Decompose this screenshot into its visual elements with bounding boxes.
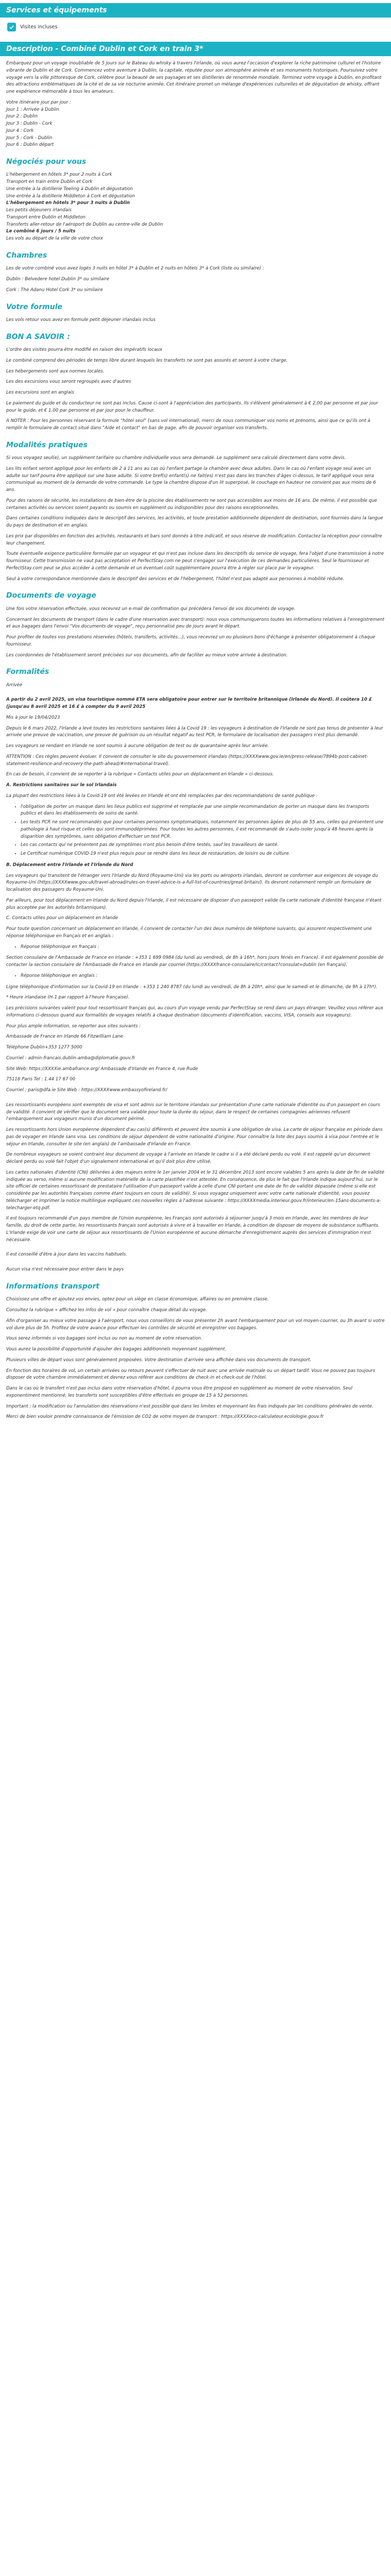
modalities-para: Toute éventuelle exigence particulière formulée par un voyageur et qui n'est pas incluse dans les descriptifs du service de voyage, fera l'objet d'une transmission à notre fournisseur. Cette transmission ne vaut pas acceptation et PerfectStay.com ne peut s'engager sur l'exécution de ces demandes particulières. Seul le fournisseur et PerfectStay.com peut se plus accéder à cette demande et un éventuel coût supplémentaire pourra être à régler sur place par le voyageur. <box>6 551 384 571</box>
itinerary-intro: Votre itinéraire jour par jour : <box>6 99 71 105</box>
nationality-para: De nombreux voyageurs se voient contraint leur document de voyage à l'arrivée en Irlande le cadre si il a été déclaré perdu ou volé. Il est rappelé qu'un document déclaré perdu ou volé fait l'objet d'un signalement international et qu'il doit plus être utilisé. <box>6 1152 370 1165</box>
section-c-para: Pour toute question concernant un déplacement en Irlande, il convient de contacter l'un des deux numéros de téléphone suivants, qui assurent respectivement une réponse téléphonique en français et en anglais : <box>6 926 372 939</box>
itinerary-day: Jour 4 : Cork <box>6 128 34 133</box>
section-a-bullet: • Les cas contacts qui ne présentent pas de symptômes n'ont plus besoin d'être testés, sauf les travailleurs de santé. <box>21 842 385 849</box>
negotiated-item: L'hébergement en hôtels 3* pour 2 nuits à Cork <box>6 172 112 178</box>
section-b-para: Les voyageurs qui transitent de l'étranger vers l'Irlande du Nord (Royaume-Uni) via les ports ou aéroports irlandais, devront se conformer aux exigences de voyage du Royaume-Uni (https://XXXXwww.gov.uk/travel-abroad/rules-on-travel-advice-is-a-full-list-of-countries/great-britain/). Ils devront notamment remplir un formulaire de localisation des passagers du Royaume-Uni. <box>6 873 378 893</box>
section-b-title: B. Déplacement entre l'Irlande et l'Irlande du Nord <box>6 862 134 868</box>
phone-en-label: • Réponse téléphonique en anglais : <box>21 973 385 980</box>
good-to-know-para: Les hébergements sont aux normes locales. <box>6 368 105 374</box>
page <box>0 3 391 1430</box>
itinerary-day: Jour 3 : Dublin - Cork <box>6 121 53 126</box>
good-to-know-para: Le combiné comprend des périodes de temps libre durant lesquels les transferts ne sont pas assurés et seront à votre charge. <box>6 358 288 363</box>
good-to-know-para: Les excursions sont en anglais <box>6 390 74 396</box>
transport-para: Consultez la rubrique « affichez les infos de vol » pour connaître chaque détail du voyage. <box>6 1308 207 1313</box>
transport-para: Dans le cas où le transfert n'est pas inclus dans votre réservation d'hôtel, il pourra vous être proposé en supplément au moment de votre réservation. Seul exponentiment mentionné, les transferts sont susceptibles d'être effectués en groupe de 15 à 52 personnes. <box>6 1386 353 1398</box>
description-content <box>0 56 391 1421</box>
section-a-bullet: • Le Certificat numérique COVID-19 n'est plus requis pour se rendre dans les lieux de restauration, de loisirs ou de culture. <box>21 851 385 858</box>
modalities-para: Seul à votre correspondance mentionnée dans le descriptif des services et de l'hébergement, l'hôtel n'est pas adapté aux personnes à mobilité réduite. <box>6 576 345 582</box>
negotiated-item: Une entrée à la distillerie Teeling à Dublin et dégustation <box>6 186 133 192</box>
transport-para: En fonction des horaires de vol, un certain arrivées ou retours peuvent s'effectuer de nuit avec une arrivée matinale ou un départ tardif. Vous ne pouvez pas toujours disposer de votre chambre immédiatement et devrez vous référer aux conditions de check-in et check-out de l'hôtel. <box>6 1368 376 1381</box>
embassy-line: Courriel : paris@dfa.ie Site Web : https://XXXXwww.embassyofireland.fr/ <box>6 1088 168 1093</box>
good-to-know-para: Les des excursions vous seront regroupés avec d'autres <box>6 379 131 385</box>
nationality-para: Les ressortissants hors Union européenne dépendent d'au cas(s) différents et peuvent être soumis à une obligation de visa. La carte de séjour française en période dans pas de voyager en Irlande sans visa. Les conditions de séjour dépendent de votre nationalité d'origine. Pour connaître la liste des pays soumis à visa pour l'entrée et le séjour en Irlande, consulter le site (en anglais) de l'ambassade d'Irlande en France. <box>6 1127 383 1147</box>
transport-heading: Informations transport <box>6 1282 100 1291</box>
embassy-line: Ambassade de France en Irlande 66 Fitzwilliam Lane <box>6 1034 123 1040</box>
good-to-know-para: L'ordre des visites pourra être modifié en raison des impératifs locaux <box>6 347 162 353</box>
formula-text: Les vols retour vous avez en formule petit déjeuner irlandais inclus <box>6 317 156 323</box>
negotiated-item: Transport en train entre Dublin et Cork <box>6 179 93 185</box>
rooms-hotel: Cork : The Adanu Hotel Cork 3* ou similaire <box>6 287 103 293</box>
good-to-know-para: Le paiement du guide et du conducteur ne sont pas inclus. Cause ci-sont à l'appréciation des participants. Ils s'élèvent généralement à € 2,00 par personne et par jour pour le guide, et € 1,00 par personne et par jour pour le chauffeur. <box>6 400 378 413</box>
good-to-know-heading: BON A SAVOIR : <box>6 332 70 341</box>
phone-fr-label: • Réponse téléphonique en français : <box>21 944 385 951</box>
travel-docs-para: Les coordonnées de l'établissement seront précisées sur vos documents, afin de faciliter au mieux votre arrivée à destination. <box>6 652 288 658</box>
services-section-title: Services et équipements <box>0 3 391 18</box>
formalities-para: Les voyageurs se rendant en Irlande ne sont soumis à aucune obligation de test ou de quarantaine après leur arrivée. <box>6 743 269 749</box>
transport-para: Plusieurs villes de départ vous sont généralement proposées. Votre destination d'arrivée sera affichée dans vos documents de transport. <box>6 1357 312 1363</box>
negotiated-item: Une entrée à la distillerie Middleton à Cork et dégustation <box>6 193 135 199</box>
transport-para: Afin d'organiser au mieux votre passage à l'aéroport, nous vous conseillons de vous présenter 2h avant l'embarquement pour un vol moyen-courrier, ou 3h avant si votre vol dure plus de 5h. Profitez de votre avance pour effectuer les contrôles de sécurité et enregistrer vos bagages. <box>6 1318 385 1331</box>
nationality-para: Il est toujours recommandé d'un pays membre de l'Union européenne, les Français sont autorisés à séjourner jusqu'à 3 mois en Irlande, avec les membres de leur famille, du droit de cette partie, les ressortissants français sont autorisés à vivre et à travailler en Irlande, à condition de disposer de moyens de subsistance suffisants. L'Irlande exige de voir une carte de séjour aux ressortissants de l'Union européenne et aucune démarche d'enregistrement auprès des services d'immigration n'est nécessaire. <box>6 1216 380 1243</box>
itinerary-day: Jour 6 : Dublin départ <box>6 142 54 148</box>
hours-note: * Heure irlandaise (H-1 par rapport à l'heure française). <box>6 995 130 1001</box>
negotiated-item: Les vols au départ de la ville de votre choix <box>6 236 103 242</box>
info-para: Pour plus ample information, se reporter aux sites suivants : <box>6 1023 141 1029</box>
itinerary-list <box>6 99 385 149</box>
travel-docs-heading: Documents de voyage <box>6 591 96 600</box>
section-a-list <box>21 804 385 858</box>
modalities-para: Les prix par disponibles en fonction des activités, restaurants et bars sont donnés à titre indicatif, et sous réserve de modification. Contactez la réception pour connaître leur changement. <box>6 533 382 546</box>
rooms-heading: Chambres <box>6 251 47 260</box>
visits-included <box>0 18 391 38</box>
itinerary-day: Jour 2 : Dublin <box>6 114 38 120</box>
vaccines-note: Il est conseillé d'être à jour dans les vaccins habituels. <box>6 1252 127 1258</box>
formalities-arrival: Arrivée <box>6 682 22 688</box>
negotiated-heading: Négociés pour vous <box>6 158 87 166</box>
embassy-line: Téléphone Dublin+353 1277 5000 <box>6 1045 83 1050</box>
transport-para: Merci de bien vouloir prendre connaissance de l'émission de CO2 de votre moyen de transport : https://XXXXeco-calculateur.ecolologie.gouv.fr <box>6 1414 324 1420</box>
formalities-updated: Mis à jour le 19/04/2023 <box>6 715 60 720</box>
formalities-eta-notice: A partir du 2 avril 2025, un visa touristique nommé ETA sera obligatoire pour entrer sur le territoire britannique (Irlande du Nord). Il coûtera 10 £ (jusqu'au 8 avril 2025 et 16 £ à compter du 9 avril 2025 <box>6 697 372 710</box>
formalities-para: Depuis le 6 mars 2022, l'Irlande a levé toutes les restrictions sanitaires liées à la Covid 19 : les voyageurs à destination de l'Irlande ne sont pas tenus de présenter à leur arrivée une preuve de vaccination, une preuve de guérison ou un résultat négatif au test PCR, le formulaire de localisation des passagers n'est plus demandé. <box>6 725 383 738</box>
formula-heading: Votre formule <box>6 302 62 311</box>
modalities-heading: Modalités pratiques <box>6 440 88 449</box>
travel-docs-para: Une fois votre réservation effectuée, vous recevrez un e-mail de confirmation qui précédera l'envoi de vos documents de voyage. <box>6 606 296 612</box>
phone-en-list <box>21 973 385 980</box>
negotiated-item: Le combiné 6 jours / 5 nuits <box>6 229 76 234</box>
phone-fr-text: Section consulaire de l'Ambassade de France en Irlande : +353 1 699 0984 (du lundi au vendredi, de 8h à 16h*, hors jours fériés en France). Il est également possible de contacter la section consulaire de l'Ambassade de France en Irlande par courriel (https://XXXXfrance-consulaire/ic/contact?consulat=dublin (en français). <box>6 955 384 968</box>
formalities-para: En cas de besoin, il convient de se reporter à la rubrique « Contacts utiles pour un déplacement en Irlande » ci-dessous. <box>6 772 274 777</box>
embassy-line: Courriel : admin-francais.dublin-amba@diplomatie.gouv.fr <box>6 1055 135 1061</box>
modalities-para: Pour des raisons de sécurité, les installations de bien-être de la piscine des établissements ne sont pas accessibles aux moins de 16 ans. De même, il est possible que certaines activités ou services soient payants ou soumis en supplément ou indisponibles pour des raisons exceptionnelles. <box>6 498 378 511</box>
transport-para: Choisissez une offre et ajoutez vos envies, optez pour un siège en classe économique, affaires ou en première classe. <box>6 1297 269 1302</box>
itinerary-day: Jour 5 : Cork - Dublin <box>6 135 53 141</box>
transport-para: Important : la modification ou l'annulation des réservations n'est possible que dans les limites et moyennant les frais indiqués par les conditions générales de vente. <box>6 1403 373 1409</box>
rooms-text: Les de votre combiné vous avez logés 3 nuits en hôtel 3* à Dublin et 2 nuits en hôtels 3* à Cork (liste ou similaire) : <box>6 266 264 272</box>
negotiated-item: Transferts aller-retour de l'aéroport de Dublin au centre-ville de Dublin <box>6 222 163 227</box>
visits-included-label: Visites incluses <box>20 24 58 30</box>
embassy-line: Site Web: https://XXXXie.ambafrance.org/ Ambassade d'Irlande en France 4, rue Rude <box>6 1066 198 1072</box>
rooms-hotel: Dublin : Belvedere hotel Dublin 3* ou similaire <box>6 277 109 282</box>
section-a-text: La plupart des restrictions liées à la Covid-19 ont été levées en Irlande et ont été remplacées par des recommandations de santé publique : <box>6 793 318 799</box>
section-a-bullet: • Les tests PCR ne sont recommandés que pour certaines personnes symptomatiques, notamment les personnes âgées de plus de 55 ans, celles qui présentent une pathologie à haut risque et celles qui sont immunodéprimées. Pour toutes les autres personnes, il est recommandé de s'auto-isoler jusqu'à 48 heures après la disparition des symptômes, sans obligation d'effectuer un test PCR. <box>21 819 385 840</box>
formalities-para: ATTENTION : Ces règles peuvent évoluer. Il convient de consulter le site du gouvernement irlandais (https://XXXXwww.gov.ie/en/press-release/7894b-post-cabinet-statement-resilience-and-recovery-the-path-ahead/#international-travel). <box>6 754 368 767</box>
section-c-title: C. Contacts utiles pour un déplacement en Irlande <box>6 916 118 921</box>
transport-para: Vous serez informés si vos bagages sont inclus ou non au moment de votre réservation. <box>6 1336 203 1342</box>
itinerary-day: Jour 1 : Arrivée à Dublin <box>6 107 59 112</box>
negotiated-item: Transport entre Dublin et Middleton <box>6 214 86 220</box>
modalities-para: Les lits enfant seront appliqué pour les enfants de 2 à 11 ans au cas où l'enfant partage la chambre avec deux adultes. Dans le cas où l'enfant voyage seul avec un adulte sur tarif pourra être appliqué sur une base adulte. Si votre bref(s) enfant(s) ne fait(es) n'est pas dans les tranches d'âges ci-dessus, le tarif appliqué vous sera communiqué au moment de la demande de votre commande. Le type la chambre dispose d'un lit superposé, le couchage en hauteur ne convient pas aux moins de 6 ans. <box>6 466 376 493</box>
section-b-para: Par ailleurs, pour tout déplacement en Irlande du Nord depuis l'Irlande, il est nécessaire de disposer d'un passeport valide (la carte nationale d'identité française n'étant plus acceptée par les autorités britanniques). <box>6 897 382 910</box>
travel-docs-para: Pour profiter de toutes vos prestations réservées (hôtels, transferts, activités...), vous recevrez un ou plusieurs bons d'échange à présenter obligatoirement à chaque fournisseur. <box>6 635 376 647</box>
visa-note: Aucun visa n'est nécessaire pour entrer dans le pays <box>6 1267 124 1273</box>
check-icon <box>7 23 16 31</box>
section-a-title: A. Restrictions sanitaires sur le sol Irlandais <box>6 783 117 788</box>
phone-fr-list <box>21 944 385 951</box>
phone-en-text: Ligne téléphonique d'information sur la Covid-19 en Irlande : +353 1 240 8787 (du lundi au vendredi, de 8h à 20h*, ainsi que le samedi et le dimanche, de 9h à 17h*). <box>6 984 378 990</box>
negotiated-list <box>6 172 385 243</box>
embassy-line: 75116 Paris Tel : 1.44 17 67 00 <box>6 1077 76 1082</box>
modalities-para: Dans certaines conditions indiquées dans le descriptif des services, les activités, et toute prestation additionnelle dépendent de destination, sont fournies dans la langue du pays de destination et en anglais. <box>6 516 383 529</box>
formalities-heading: Formalités <box>6 668 50 676</box>
good-to-know-para: A NOTER : Pour les personnes réservant la formule "hôtel seul" (sans vol international), merci de nous communiquer vos noms et prénoms, ainsi que ce qu'ils ont à remplir le formulaire de contact situé dans "Aide et contact" en bas de page, afin de pouvoir organiser vos transferts. <box>6 418 370 431</box>
nationality-para: Les cartes nationales d'identité (CNI) délivrées à des majeurs entre le 1er janvier 2004 et le 31 décembre 2013 sont encore valables 5 ans après la date de fin de validité indiquée au verso, même si aucune modification matérielle de la carte plastifiée n'est attestée. En conséquence, de plus le fait que l'Irlande indique aujourd'hui, sur le site officiel de certaines ressortissant de prestataire l'utilisation d'un passeport valide à celle d'une CNI portant une date de fin de validité dépassée (même si elle est considérée par les autorités françaises comme étant toujours en cours de validité). Si vous voyagez uniquement avec votre carte nationale d'identité, vous pouvez télécharger et imprimer la notice multilingue expliquant ces nouvelles règles à l'adresse suivante : https://XXXXmedia.interieur.gouv.fr/interieur/en-15ans-documents-a-telecharger-etq.pdf. <box>6 1170 384 1211</box>
transport-para: Vous aurez la possibilité d'opportunité d'ajouter des bagages additionnels moyennant supplément. <box>6 1347 226 1352</box>
negotiated-item: Les petits-déjeuners irlandais <box>6 208 72 213</box>
modalities-para: Si vous voyagez seul(e), un supplément tarifaire ou chambre individuelle vous sera demandé. Le supplément sera calculé directement dans votre devis. <box>6 455 346 461</box>
info-para: Les précisions suivantes valent pour tout ressortissant français qui, au cours d'un voyage vendu par PerfectStay se rend dans un pays étranger. Veuillez vous référer aux informations ci-dessous quand aux formalités de voyages relatifs à chaque destination (documents d'identification, vaccins, VISA, conseils aux voyageurs). <box>6 1006 383 1018</box>
description-intro: Embarquez pour un voyage inoubliable de 5 jours sur le Bateau du whisky à travers l'Irlande, où vous aurez l'occasion d'explorer la riche patrimoine culturel et l'histoire vibrante de Dublin et de Cork. Commencez votre aventure à Dublin, la capitale, réputée pour son atmosphère animée et ses monuments historiques. Poursuivez votre voyage vers la ville pittoresque de Cork, célèbre pour la beauté de ses paysages et ses distilleries de renommée mondiale. Terminez votre voyage à Dublin, en profitant des attractions emblématiques de la cité et de sa vie nocturne animée. Cet itinéraire promet un mélange d'expériences culturelles et de dégustation de whisky, offrant une expérience mémorable à tous les amateurs. <box>6 61 382 94</box>
nationality-para: Les ressortissants européens sont exemptés de visa et sont admis sur le territoire irlandais sur présentation d'une carte nationale d'identité ou d'un passeport en cours de validité. Il convient de vérifier que le document sera valable pour toute la durée du séjour, dans le respect de certaines compagnies aériennes refusent l'embarquement aux voyageurs munis d'un document périmé. <box>6 1102 380 1122</box>
description-section-title: Description - Combiné Dublin et Cork en train 3* <box>0 42 391 56</box>
section-a-bullet: • l'obligation de porter un masque dans les lieux publics est supprimé et remplacée par une simple recommandation de porter un masque dans les transports publics et dans les établissements de soins de santé. <box>21 804 385 818</box>
negotiated-item: L'hébergement en hôtels 3* pour 3 nuits à Dublin <box>6 200 130 206</box>
travel-docs-para: Concernant les documents de transport (dans le cadre d'une réservation avec transport): nous vous communiquerons toutes les informations relatives à l'enregistrement et aux bagages dans l'envoi "Vos documents de voyage", reçu personnalisé peu de jours avant le départ. <box>6 617 385 630</box>
